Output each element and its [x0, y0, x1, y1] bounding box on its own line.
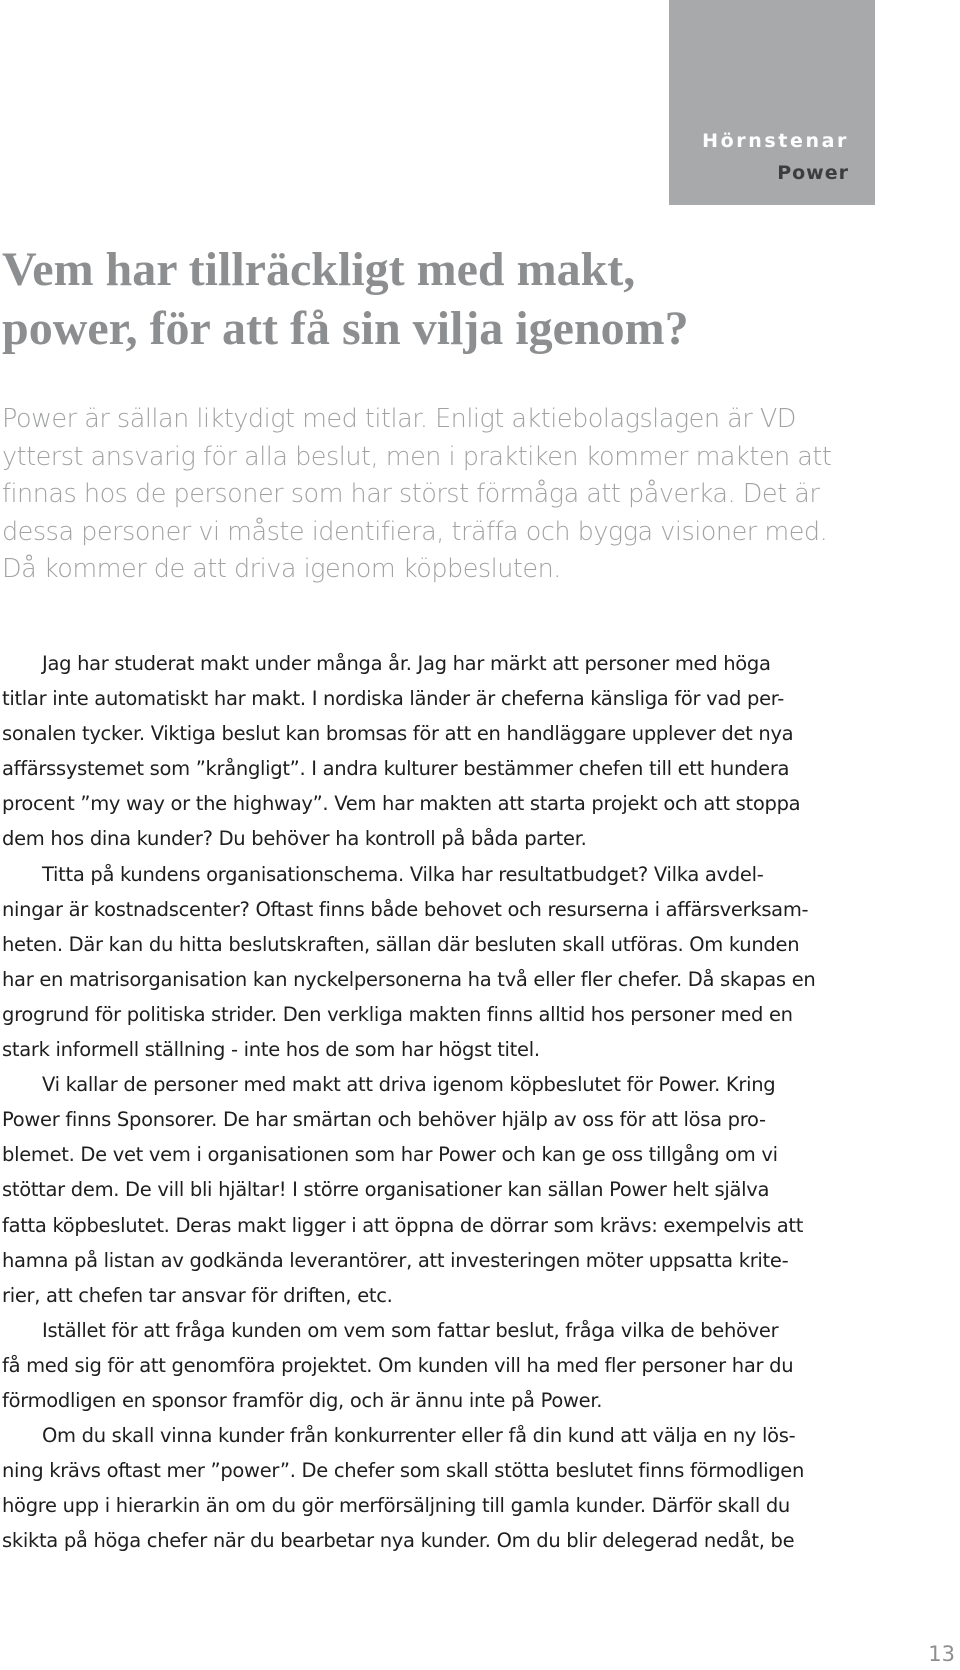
body-line: Istället för att fråga kunden om vem som fattar beslut, fråga vilka de behöver [42, 1318, 779, 1342]
ingress-line: dessa personer vi måste identifiera, träffa och bygga visioner med. [2, 516, 828, 547]
body-line: högre upp i hierarkin än om du gör merförsäljning till gamla kunder. Därför skall du [2, 1494, 790, 1518]
body-line: skikta på höga chefer när du bearbetar nya kunder. Om du blir delegerad nedåt, be [2, 1529, 795, 1553]
body-line: har en matrisorganisation kan nyckelpersonerna ha två eller fler chefer. Då skapas en [2, 967, 816, 991]
body-line: fatta köpbeslutet. Deras makt ligger i att öppna de dörrar som krävs: exempelvis att [2, 1213, 804, 1237]
body-line: förmodligen en sponsor framför dig, och är ännu inte på Power. [2, 1388, 603, 1412]
body-line: Om du skall vinna kunder från konkurrenter eller få din kund att välja en ny lös- [42, 1424, 796, 1448]
section-tab [669, 0, 875, 205]
heading-line: Vem har tillräckligt med makt, [2, 243, 636, 296]
body-line: hamna på listan av godkända leverantörer, att investeringen möter uppsatta krite- [2, 1248, 789, 1272]
heading-line: power, för att få sin vilja igenom? [2, 302, 689, 355]
body-line: blemet. De vet vem i organisationen som har Power och kan ge oss tillgång om vi [2, 1143, 778, 1167]
body-line: dem hos dina kunder? Du behöver ha kontroll på båda parter. [2, 827, 587, 851]
body-line: Power finns Sponsorer. De har smärtan och behöver hjälp av oss för att lösa pro- [2, 1108, 766, 1132]
ingress-line: ytterst ansvarig för alla beslut, men i praktiken kommer makten att [2, 441, 832, 472]
body-line: titlar inte automatiskt har makt. I nordiska länder är cheferna känsliga för vad per- [2, 687, 785, 711]
body-line: Titta på kundens organisationschema. Vilka har resultatbudget? Vilka avdel- [42, 862, 764, 886]
body-line: grogrund för politiska strider. Den verkliga makten finns alltid hos personer med en [2, 1002, 793, 1026]
body-line: affärssystemet som ”krångligt”. I andra kulturer bestämmer chefen till ett hundera [2, 757, 790, 781]
body-line: rier, att chefen tar ansvar för driften, etc. [2, 1283, 393, 1307]
body-line: procent ”my way or the highway”. Vem har makten att starta projekt och att stoppa [2, 792, 801, 816]
body-line: Vi kallar de personer med makt att driva igenom köpbeslutet för Power. Kring [42, 1073, 776, 1097]
ingress-paragraph [2, 401, 882, 589]
body-line: stöttar dem. De vill bli hjältar! I större organisationer kan sällan Power helt själva [2, 1178, 770, 1202]
page-number: 13 [928, 1642, 955, 1666]
body-line: stark informell ställning - inte hos de som har högst titel. [2, 1038, 540, 1062]
section-name: Power [777, 162, 849, 184]
body-line: få med sig för att genomföra projektet. Om kunden vill ha med fler personer har du [2, 1353, 794, 1377]
page-heading [2, 240, 689, 358]
ingress-line: Power är sällan liktydigt med titlar. Enligt aktiebolagslagen är VD [2, 404, 796, 434]
body-line: ningar är kostnadscenter? Oftast finns både behovet och resurserna i affärsverksam- [2, 897, 809, 921]
body-line: Jag har studerat makt under många år. Jag har märkt att personer med höga [42, 652, 771, 675]
ingress-line: Då kommer de att driva igenom köpbesluten. [2, 554, 561, 584]
body-text [2, 646, 882, 1558]
body-line: sonalen tycker. Viktiga beslut kan bromsas för att en handläggare upplever det nya [2, 722, 794, 746]
body-line: heten. Där kan du hitta beslutskraften, sällan där besluten skall utföras. Om kunden [2, 932, 800, 956]
ingress-line: finnas hos de personer som har störst förmåga att påverka. Det är [2, 479, 820, 509]
body-line: ning krävs oftast mer ”power”. De chefer som skall stötta beslutet finns förmodligen [2, 1459, 805, 1483]
section-kicker: Hörnstenar [702, 130, 849, 152]
